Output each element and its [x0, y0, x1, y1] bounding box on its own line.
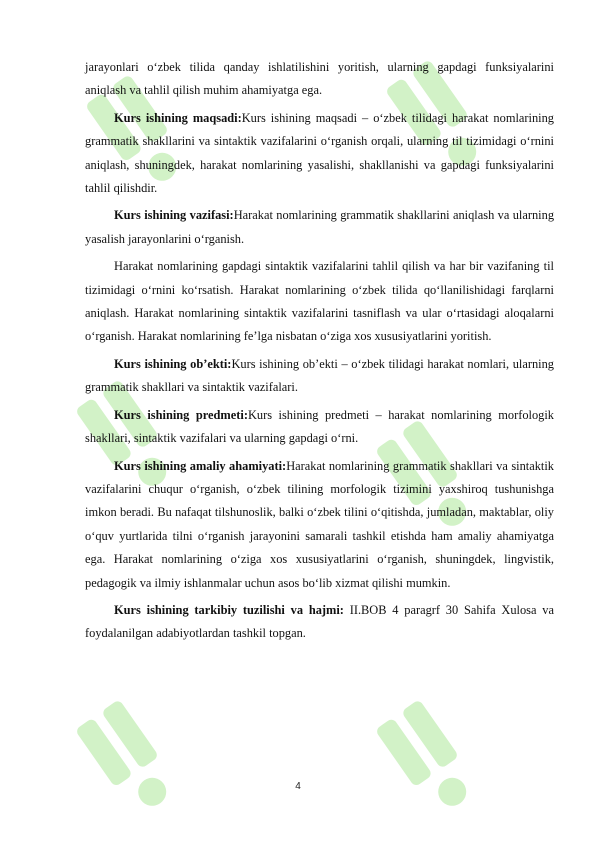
- paragraph-label: Kurs ishining amaliy ahamiyati:: [114, 458, 287, 473]
- paragraph-maqsadi: [85, 107, 554, 201]
- paragraph-text: Kurs ishining maqsadi – o‘zbek tilidagi harakat nomlarining grammatik shakllarini va sintaktik vazifalarini o‘rganish orqali, ularning til tizimidagi o‘rnini aniqlash, shuningdek, harakat nomlarining yasalishi, shakllanishi va gapdagi funksiyalarini tahlil qilishdir.: [85, 110, 554, 196]
- paragraph-text: jarayonlari o‘zbek tilida qanday ishlatilishini yoritish, ularning gapdagi funksiyalarini aniqlash va tahlil qilish muhim ahamiyatga ega.: [85, 60, 554, 98]
- paragraph-amaliy-ahamiyati: [85, 455, 554, 595]
- paragraph-text: Kurs ishining ob’ekti – o‘zbek tilidagi harakat nomlari, ularning grammatik shakllari va sintaktik vazifalari.: [85, 356, 554, 395]
- paragraph-obekti: [85, 353, 554, 400]
- paragraph-tarkibiy-tuzilishi: [85, 599, 554, 646]
- paragraph-label: Kurs ishining maqsadi:: [114, 110, 242, 125]
- paragraph-label: Kurs ishining ob’ekti:: [114, 356, 232, 371]
- paragraph-text: Harakat nomlarining grammatik shakllarini aniqlash va ularning yasalish jarayonlarini o‘rganish.: [85, 208, 555, 246]
- paragraph-label: Kurs ishining vazifasi:: [114, 208, 234, 223]
- paragraph-vazifasi-details: [85, 255, 554, 349]
- paragraph-text: Kurs ishining predmeti – harakat nomlarining morfologik shakllari, sintaktik vazifalari va ularning gapdagi o‘rni.: [85, 407, 554, 446]
- body-text: [85, 56, 554, 650]
- paragraph-intro-continued: [85, 56, 554, 103]
- paragraph-text: II.BOB 4 paragrf 30 Sahifa Xulosa va foydalanilgan adabiyotlardan tashkil topgan.: [85, 602, 554, 641]
- page-number: 4: [295, 781, 301, 792]
- paragraph-text: Harakat nomlarining gapdagi sintaktik vazifalarini tahlil qilish va har bir vazifaning til tizimidagi o‘rnini ko‘rsatish. Harakat nomlarining o‘zbek tilida qo‘llanilishidagi farqlarni aniqlash. Harakat nomlarining sintaktik vazifalarini tasniflash va ular o‘rtasidagi aloqalarni o‘rganish. Harakat nomlarining fe’lga nisbatan o‘ziga xos xususiyatlarini yoritish.: [85, 259, 554, 344]
- paragraph-predmeti: [85, 404, 554, 451]
- paragraph-text: Harakat nomlarining grammatik shakllari va sintaktik vazifalarini chuqur o‘rganish, o‘zbek tilining morfologik tizimini yaxshiroq tushunishga imkon beradi. Bu nafaqat tilshunoslik, balki o‘zbek tilini o‘qitishda, jumladan, maktablar, oliy o‘quv yurtlarida tilni o‘rganish jarayonini samarali tashkil etishda ham amaliy ahamiyatga ega. Harakat nomlarining o‘ziga xos xususiyatlarini o‘rganish, shuningdek, lingvistik, pedagogik va ilmiy ishlanmalar uchun asos bo‘lib xizmat qilishi mumkin.: [85, 458, 554, 590]
- watermark-logo-icon: [60, 680, 210, 830]
- paragraph-label: Kurs ishining predmeti:: [114, 407, 248, 422]
- paragraph-label: Kurs ishining tarkibiy tuzilishi va hajmi:: [114, 602, 344, 617]
- paragraph-vazifasi: [85, 204, 554, 251]
- watermark-logo-icon: [360, 680, 510, 830]
